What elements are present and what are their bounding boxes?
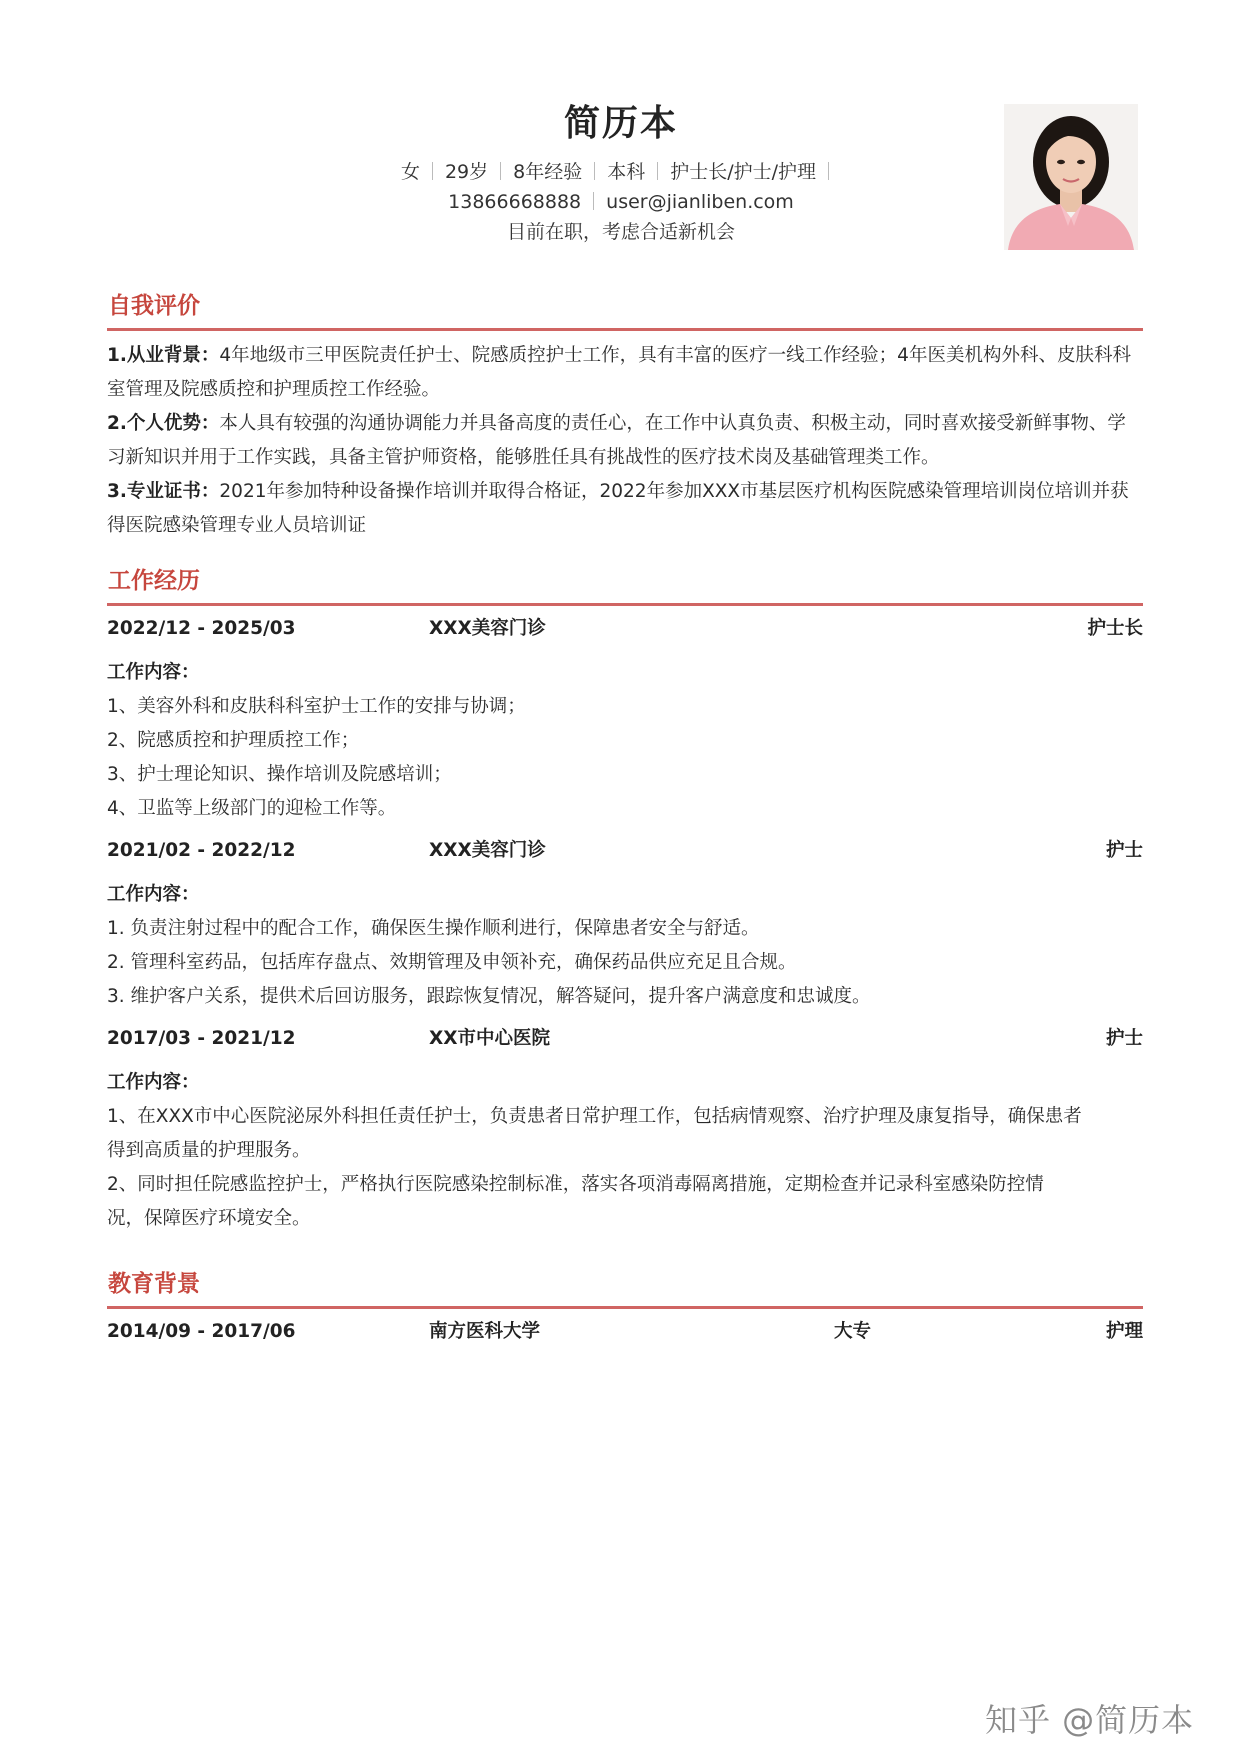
job-role: 护士: [1105, 1028, 1143, 1049]
job-duty: 2. 管理科室药品，包括库存盘点、效期管理及申领补充，确保药品供应充足且合规。: [107, 952, 797, 973]
profile-photo: [1004, 104, 1138, 250]
education-major: 护理: [1105, 1321, 1143, 1342]
job-header: [107, 834, 1143, 868]
job-organization: XXX美容门诊: [429, 840, 546, 861]
target-position: 护士长/护士/护理: [670, 161, 817, 183]
job-duty: 1、美容外科和皮肤科科室护士工作的安排与协调；: [107, 696, 526, 717]
job-entry: [107, 612, 1143, 826]
job-organization: XX市中心医院: [429, 1028, 551, 1049]
eval-item-background: 1.从业背景：4年地级市三甲医院责任护士、院感质控护士工作，具有丰富的医疗一线工作经验；4年医美机构外科、皮肤科科室管理及院感质控和护理质控工作经验。: [107, 345, 1131, 400]
age: 29岁: [444, 161, 489, 183]
eval-item-certificates: 3.专业证书：2021年参加特种设备操作培训并取得合格证，2022年参加XXX市基层医疗机构医院感染管理培训岗位培训并获得医院感染管理专业人员培训证: [107, 481, 1129, 536]
job-duty: 况，保障医疗环境安全。: [107, 1208, 311, 1229]
job-duty: 3. 维护客户关系，提供术后回访服务，跟踪恢复情况，解答疑问，提升客户满意度和忠诚度。: [107, 986, 871, 1007]
section-divider: [107, 603, 1143, 606]
job-duty: 4、卫监等上级部门的迎检工作等。: [107, 798, 397, 819]
job-duty: 得到高质量的护理服务。: [107, 1140, 311, 1161]
job-date: 2021/02 - 2022/12: [107, 840, 296, 861]
content-label: 工作内容：: [107, 884, 200, 905]
phone-number: 13866668888: [448, 191, 582, 213]
content-label: 工作内容：: [107, 662, 200, 683]
job-duty: 2、院感质控和护理质控工作；: [107, 730, 360, 751]
separator: [594, 162, 595, 180]
school-name: 南方医科大学: [429, 1321, 541, 1342]
education-entry: [107, 1315, 1143, 1349]
job-duty: 1. 负责注射过程中的配合工作，确保医生操作顺利进行，保障患者安全与舒适。: [107, 918, 760, 939]
job-duty: 3、护士理论知识、操作培训及院感培训；: [107, 764, 452, 785]
separator: [657, 162, 658, 180]
job-header: [107, 612, 1143, 646]
content-label: 工作内容：: [107, 1072, 200, 1093]
job-role: 护士: [1105, 840, 1143, 861]
portrait-image: [1004, 104, 1138, 250]
self-evaluation-content: [107, 339, 1143, 543]
candidate-name: 简历本: [563, 103, 678, 144]
section-title: 自我评价: [108, 293, 200, 319]
watermark-text: 知乎 @简历本: [985, 1701, 1195, 1739]
job-role: 护士长: [1087, 618, 1143, 639]
work-experience-section: [107, 565, 1143, 1236]
section-divider: [107, 1306, 1143, 1309]
experience: 8年经验: [513, 161, 583, 183]
job-date: 2017/03 - 2021/12: [107, 1028, 296, 1049]
education-date: 2014/09 - 2017/06: [107, 1321, 296, 1342]
section-title: 教育背景: [108, 1271, 200, 1297]
self-evaluation-section: [107, 290, 1143, 543]
job-entry: [107, 1022, 1143, 1236]
degree: 本科: [607, 161, 646, 183]
education-section: [107, 1268, 1143, 1349]
job-organization: XXX美容门诊: [429, 618, 546, 639]
section-divider: [107, 328, 1143, 331]
separator: [828, 162, 829, 180]
separator: [432, 162, 433, 180]
job-header: [107, 1022, 1143, 1056]
education-degree: 大专: [834, 1321, 872, 1342]
separator: [500, 162, 501, 180]
eval-item-strengths: 2.个人优势：本人具有较强的沟通协调能力并具备高度的责任心，在工作中认真负责、积极主动，同时喜欢接受新鲜事物、学习新知识并用于工作实践，具备主管护师资格，能够胜任具有挑战性的医疗技术岗及基础管理类工作。: [107, 413, 1126, 468]
job-entry: [107, 834, 1143, 1014]
section-title: 工作经历: [108, 568, 200, 594]
job-duty: 2、同时担任院感监控护士，严格执行医院感染控制标准，落实各项消毒隔离措施，定期检查并记录科室感染防控情: [107, 1174, 1044, 1195]
job-status: 目前在职，考虑合适新机会: [506, 221, 735, 243]
separator: [593, 192, 594, 210]
job-date: 2022/12 - 2025/03: [107, 618, 296, 639]
gender: 女: [400, 161, 420, 183]
email-address: user@jianliben.com: [606, 191, 794, 213]
job-duty: 1、在XXX市中心医院泌尿外科担任责任护士，负责患者日常护理工作，包括病情观察、治疗护理及康复指导，确保患者: [107, 1106, 1082, 1127]
